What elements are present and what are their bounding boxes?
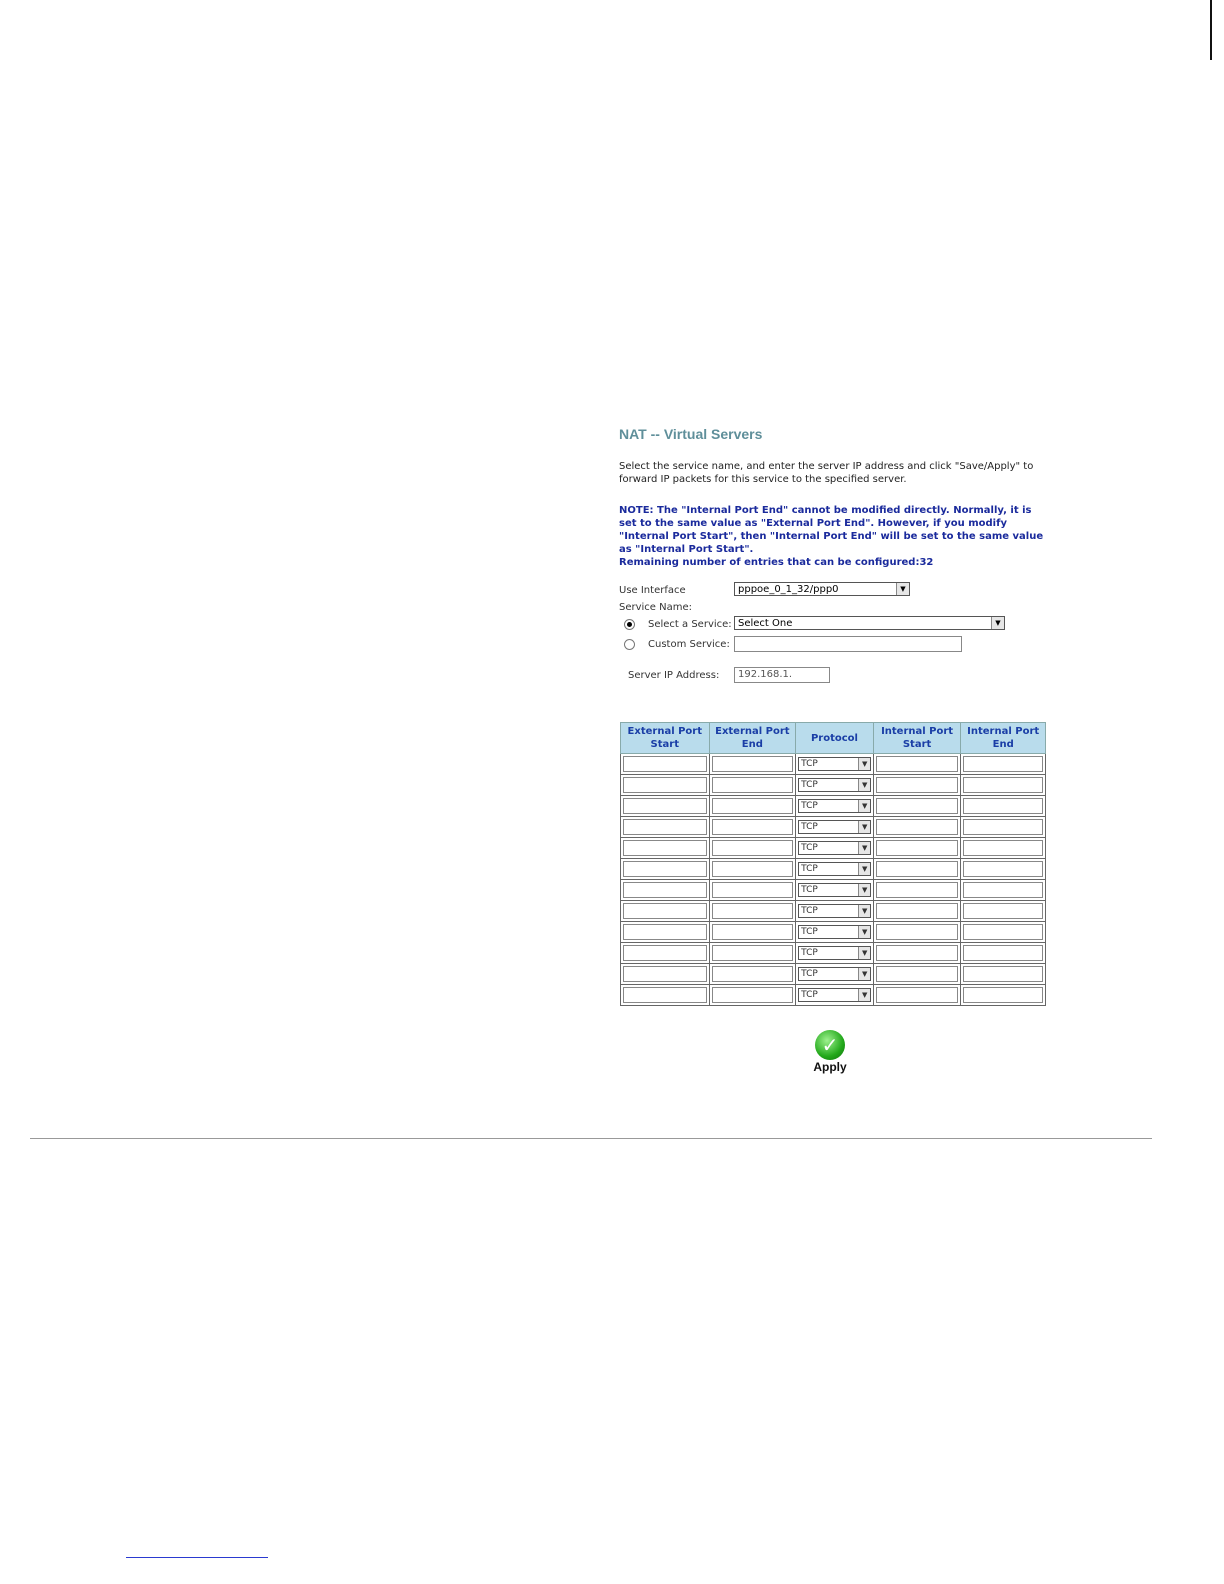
external-port-start-input[interactable] (623, 798, 707, 814)
internal-port-end-input[interactable] (963, 987, 1043, 1003)
internal-port-end-input[interactable] (963, 924, 1043, 940)
external-port-end-cell (709, 859, 796, 880)
internal-port-end-cell (961, 880, 1046, 901)
protocol-value: TCP (801, 822, 818, 832)
protocol-value: TCP (801, 990, 818, 1000)
apply-button[interactable] (808, 1030, 852, 1074)
internal-port-start-cell (873, 817, 961, 838)
note-text: NOTE: The "Internal Port End" cannot be modified directly. Normally, it is set to the same value as "External Port End". However, if you modify "Internal Port Start", then "Internal Port End" will be set to the same value as "Internal Port Start". (619, 505, 1044, 555)
protocol-cell (796, 901, 874, 922)
internal-port-end-cell (961, 859, 1046, 880)
protocol-cell (796, 838, 874, 859)
table-header-row (621, 723, 1046, 754)
external-port-start-cell (621, 796, 710, 817)
table-row (621, 880, 1046, 901)
protocol-select[interactable] (798, 988, 871, 1002)
protocol-value: TCP (801, 906, 818, 916)
select-service-value: Select One (738, 618, 793, 629)
custom-service-radio[interactable] (624, 639, 635, 650)
protocol-select[interactable] (798, 799, 871, 813)
protocol-value: TCP (801, 969, 818, 979)
protocol-cell (796, 859, 874, 880)
protocol-cell (796, 943, 874, 964)
service-name-label: Service Name: (619, 602, 693, 613)
external-port-end-cell (709, 985, 796, 1006)
external-port-start-cell (621, 880, 710, 901)
external-port-end-input[interactable] (712, 840, 794, 856)
internal-port-end-input[interactable] (963, 756, 1043, 772)
external-port-start-input[interactable] (623, 819, 707, 835)
internal-port-end-cell (961, 796, 1046, 817)
internal-port-start-cell (873, 838, 961, 859)
protocol-select[interactable] (798, 820, 871, 834)
external-port-start-cell (621, 964, 710, 985)
external-port-end-cell (709, 817, 796, 838)
protocol-cell (796, 754, 874, 775)
internal-port-end-input[interactable] (963, 903, 1043, 919)
external-port-start-input[interactable] (623, 882, 707, 898)
internal-port-end-cell (961, 943, 1046, 964)
internal-port-end-cell (961, 985, 1046, 1006)
protocol-cell (796, 922, 874, 943)
internal-port-start-input[interactable] (876, 987, 959, 1003)
chevron-down-icon: ▼ (991, 617, 1004, 629)
table-row (621, 775, 1046, 796)
external-port-end-input[interactable] (712, 819, 794, 835)
footer-link-underline[interactable] (126, 1557, 268, 1558)
use-interface-label: Use Interface (619, 585, 686, 596)
external-port-start-cell (621, 859, 710, 880)
internal-port-end-input[interactable] (963, 798, 1043, 814)
internal-port-end-cell (961, 775, 1046, 796)
internal-port-end-cell (961, 838, 1046, 859)
chevron-down-icon: ▼ (858, 989, 870, 1001)
internal-port-start-cell (873, 943, 961, 964)
external-port-end-input[interactable] (712, 861, 794, 877)
chevron-down-icon: ▼ (858, 779, 870, 791)
protocol-select[interactable] (798, 862, 871, 876)
external-port-start-input[interactable] (623, 777, 707, 793)
header-external-port-end: External Port End (709, 723, 796, 754)
chevron-down-icon: ▼ (858, 758, 870, 770)
external-port-start-cell (621, 817, 710, 838)
header-internal-port-end: Internal Port End (961, 723, 1046, 754)
select-service-radio[interactable] (624, 619, 635, 630)
internal-port-start-cell (873, 796, 961, 817)
internal-port-start-input[interactable] (876, 756, 959, 772)
internal-port-end-cell (961, 901, 1046, 922)
external-port-start-input[interactable] (623, 924, 707, 940)
external-port-end-input[interactable] (712, 924, 794, 940)
external-port-end-cell (709, 796, 796, 817)
external-port-end-cell (709, 922, 796, 943)
internal-port-start-input[interactable] (876, 819, 959, 835)
internal-port-start-input[interactable] (876, 861, 959, 877)
chevron-down-icon: ▼ (858, 926, 870, 938)
port-rows (621, 754, 1046, 1006)
protocol-value: TCP (801, 843, 818, 853)
protocol-cell (796, 985, 874, 1006)
protocol-cell (796, 775, 874, 796)
protocol-value: TCP (801, 885, 818, 895)
external-port-start-input[interactable] (623, 966, 707, 982)
protocol-value: TCP (801, 780, 818, 790)
nat-virtual-servers-panel (612, 420, 1048, 1080)
table-row (621, 838, 1046, 859)
chevron-down-icon: ▼ (858, 968, 870, 980)
protocol-value: TCP (801, 927, 818, 937)
select-service-dropdown[interactable] (734, 616, 1005, 630)
table-row (621, 754, 1046, 775)
internal-port-start-input[interactable] (876, 945, 959, 961)
use-interface-value: pppoe_0_1_32/ppp0 (738, 584, 839, 595)
table-row (621, 859, 1046, 880)
use-interface-select[interactable] (734, 582, 910, 596)
protocol-value: TCP (801, 948, 818, 958)
page-title: NAT -- Virtual Servers (619, 426, 763, 442)
internal-port-end-input[interactable] (963, 819, 1043, 835)
external-port-start-input[interactable] (623, 861, 707, 877)
chevron-down-icon: ▼ (858, 842, 870, 854)
custom-service-input[interactable] (734, 636, 962, 652)
internal-port-start-cell (873, 859, 961, 880)
page-description: Select the service name, and enter the server IP address and click "Save/Apply" to forward IP packets for this service to the specified server. (619, 461, 1034, 485)
internal-port-start-cell (873, 880, 961, 901)
horizontal-divider (30, 1138, 1152, 1139)
internal-port-end-cell (961, 922, 1046, 943)
external-port-end-input[interactable] (712, 966, 794, 982)
external-port-start-cell (621, 754, 710, 775)
external-port-start-cell (621, 775, 710, 796)
table-row (621, 985, 1046, 1006)
external-port-end-input[interactable] (712, 756, 794, 772)
internal-port-end-input[interactable] (963, 882, 1043, 898)
protocol-select[interactable] (798, 925, 871, 939)
protocol-cell (796, 817, 874, 838)
external-port-start-cell (621, 838, 710, 859)
internal-port-start-input[interactable] (876, 966, 959, 982)
external-port-start-cell (621, 922, 710, 943)
chevron-down-icon: ▼ (858, 905, 870, 917)
check-icon: ✓ (815, 1030, 845, 1060)
internal-port-start-input[interactable] (876, 903, 959, 919)
internal-port-end-cell (961, 964, 1046, 985)
external-port-end-cell (709, 775, 796, 796)
port-mapping-table (620, 722, 1046, 1006)
internal-port-end-input[interactable] (963, 966, 1043, 982)
internal-port-start-cell (873, 754, 961, 775)
internal-port-end-input[interactable] (963, 861, 1043, 877)
protocol-select[interactable] (798, 841, 871, 855)
external-port-end-input[interactable] (712, 882, 794, 898)
protocol-value: TCP (801, 801, 818, 811)
table-row (621, 817, 1046, 838)
server-ip-input[interactable]: 192.168.1. (734, 667, 830, 683)
external-port-start-cell (621, 901, 710, 922)
external-port-start-input[interactable] (623, 756, 707, 772)
table-row (621, 922, 1046, 943)
external-port-end-cell (709, 838, 796, 859)
protocol-select[interactable] (798, 904, 871, 918)
external-port-end-cell (709, 901, 796, 922)
external-port-start-cell (621, 943, 710, 964)
protocol-select[interactable] (798, 967, 871, 981)
protocol-cell (796, 964, 874, 985)
internal-port-end-cell (961, 817, 1046, 838)
internal-port-start-input[interactable] (876, 798, 959, 814)
protocol-select[interactable] (798, 883, 871, 897)
protocol-value: TCP (801, 759, 818, 769)
external-port-end-input[interactable] (712, 798, 794, 814)
select-service-label: Select a Service: (648, 619, 732, 630)
internal-port-end-input[interactable] (963, 945, 1043, 961)
server-ip-label: Server IP Address: (628, 670, 720, 681)
protocol-select[interactable] (798, 946, 871, 960)
internal-port-start-input[interactable] (876, 924, 959, 940)
external-port-start-input[interactable] (623, 840, 707, 856)
chevron-down-icon: ▼ (858, 884, 870, 896)
external-port-start-cell (621, 985, 710, 1006)
internal-port-end-cell (961, 754, 1046, 775)
header-internal-port-start: Internal Port Start (873, 723, 961, 754)
table-row (621, 964, 1046, 985)
internal-port-start-cell (873, 964, 961, 985)
chevron-down-icon: ▼ (858, 863, 870, 875)
table-row (621, 796, 1046, 817)
apply-label: Apply (813, 1060, 847, 1074)
external-port-end-input[interactable] (712, 945, 794, 961)
external-port-end-input[interactable] (712, 777, 794, 793)
header-protocol: Protocol (796, 723, 874, 754)
internal-port-start-input[interactable] (876, 777, 959, 793)
protocol-select[interactable] (798, 757, 871, 771)
internal-port-end-input[interactable] (963, 777, 1043, 793)
page-note (619, 504, 1045, 569)
protocol-value: TCP (801, 864, 818, 874)
external-port-start-input[interactable] (623, 945, 707, 961)
internal-port-start-input[interactable] (876, 840, 959, 856)
chevron-down-icon: ▼ (896, 583, 909, 595)
protocol-cell (796, 796, 874, 817)
header-external-port-start: External Port Start (621, 723, 710, 754)
internal-port-start-cell (873, 901, 961, 922)
custom-service-label: Custom Service: (648, 639, 730, 650)
internal-port-start-cell (873, 922, 961, 943)
external-port-end-cell (709, 880, 796, 901)
remaining-entries: Remaining number of entries that can be configured:32 (619, 557, 934, 568)
external-port-end-cell (709, 754, 796, 775)
internal-port-start-input[interactable] (876, 882, 959, 898)
internal-port-start-cell (873, 775, 961, 796)
table-row (621, 901, 1046, 922)
internal-port-end-input[interactable] (963, 840, 1043, 856)
external-port-end-cell (709, 943, 796, 964)
chevron-down-icon: ▼ (858, 947, 870, 959)
external-port-start-input[interactable] (623, 903, 707, 919)
internal-port-start-cell (873, 985, 961, 1006)
protocol-cell (796, 880, 874, 901)
external-port-end-input[interactable] (712, 987, 794, 1003)
external-port-end-input[interactable] (712, 903, 794, 919)
external-port-end-cell (709, 964, 796, 985)
chevron-down-icon: ▼ (858, 800, 870, 812)
protocol-select[interactable] (798, 778, 871, 792)
table-row (621, 943, 1046, 964)
chevron-down-icon: ▼ (858, 821, 870, 833)
external-port-start-input[interactable] (623, 987, 707, 1003)
edge-rule (1210, 0, 1212, 60)
